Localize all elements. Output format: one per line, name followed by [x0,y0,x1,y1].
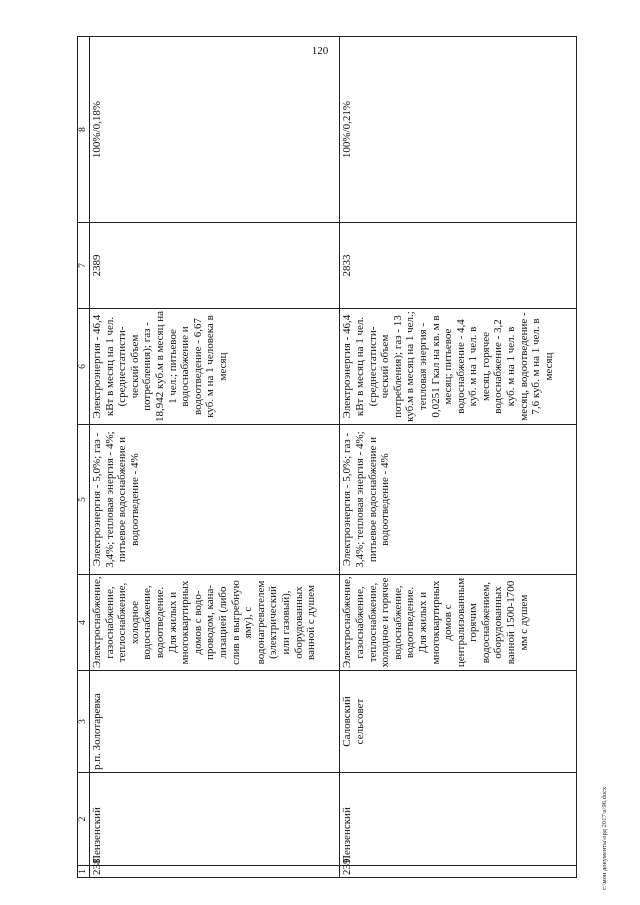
column-number: 5 [78,425,90,575]
growth-cell: Электроэнергия - 5,0%; газ - 3,4%; тепловая энергия - 4%; питьевое водоснабжение и водоотведение - 4% [90,425,340,575]
norms-cell: Электроэнергия - 46,4 кВт в месяц на 1 чел. (среднестатисти- ческий объем потребления); газ - 13 куб.м в месяц на 1 чел.; тепловая энергия - 0,0251 Гкал на кв. м в месяц; питьевое водоснабжение - 4,4 куб. м на 1 чел. в месяц, горячее водоснабжение - 3,2 куб. м на 1 чел. в месяц, водоотведение - 7,6 куб. м на 1 чел. в месяц [340,309,577,425]
data-table [77,36,577,878]
settlement-cell: р.п. Золотаревка [90,671,340,773]
column-number: 8 [78,37,90,223]
page-number: 120 [311,45,329,57]
growth-cell: Электроэнергия - 5,0%; газ - 3,4%; тепловая энергия - 4%; питьевое водоснабжение и водоотведение - 4% [340,425,577,575]
percent-cell: 100%/0,21% [340,37,577,223]
column-number: 7 [78,223,90,309]
table-row [90,37,340,878]
settlement-cell: Саловский сельсовет [340,671,577,773]
footer-file-path: c:\мои документы\орд 2017\u\96.docx [601,786,608,890]
services-cell: Электроснабжение, газоснабжение, теплоснабжение, холодное и горячее водоснабжение, водоотведение. Для жилых и многоквартирных домов с централизованным горячим водоснабжением, оборудованных ванной 1500-1700 мм с душем [340,575,577,671]
row-number: 239 [340,866,577,878]
count-cell: 2833 [340,223,577,309]
column-number: 6 [78,309,90,425]
table-row [340,37,577,878]
column-number: 4 [78,575,90,671]
district-cell: Пензенский [90,773,340,866]
rotated-table-wrapper [77,37,577,878]
row-number: 238 [90,866,340,878]
column-number-row [78,37,90,878]
services-cell: Электроснабжение, газоснабжение, теплоснабжение, холодное водоснабжение, водоотведение. Для жилых и многоквартирных домов с водо- проводом, кана- лизацией (либо слив в выгребную яму), с водонагревателем (электрический или газовый), оборудованных ванной с душем [90,575,340,671]
column-number: 1 [78,866,90,878]
column-number: 3 [78,671,90,773]
district-cell: Пензенский [340,773,577,866]
column-number: 2 [78,773,90,866]
percent-cell: 100%/0,18% [90,37,340,223]
count-cell: 2389 [90,223,340,309]
norms-cell: Электроэнергия - 46,4 кВт в месяц на 1 чел. (среднестатисти- ческий объем потребления); газ - 18,942 куб.м в месяц на 1 чел.; питьевое водоснабжение и водоотведение - 6,67 куб. м на 1 человека в месяц [90,309,340,425]
